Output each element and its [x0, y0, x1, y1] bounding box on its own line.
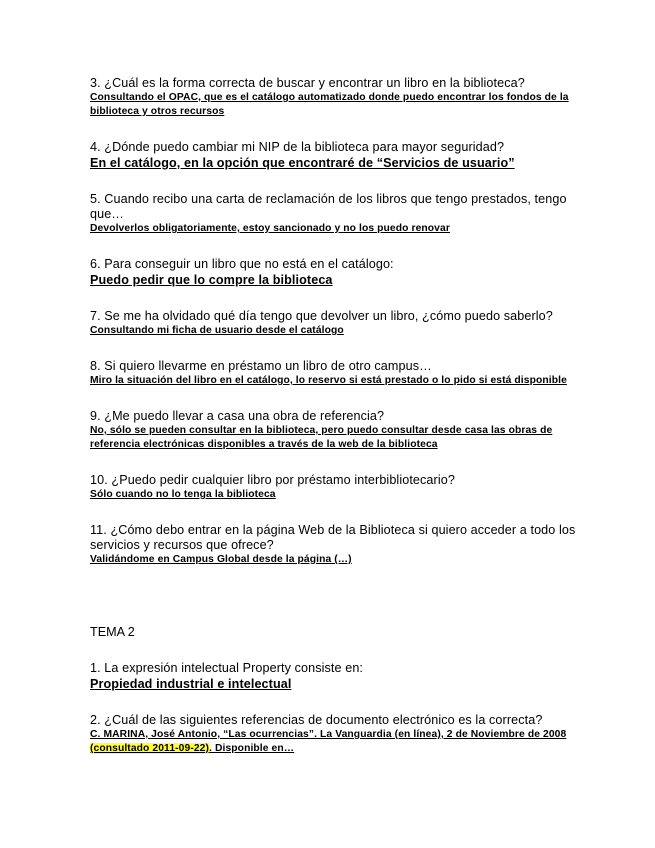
answer-text: Consultando el OPAC, que es el catálogo automatizado donde puedo encontrar los fondos de la biblioteca y otros recursos: [90, 92, 569, 117]
question-text: 6. Para conseguir un libro que no está en el catálogo:: [90, 257, 394, 271]
question-8: [90, 359, 580, 388]
answer-text: Consultando mi ficha de usuario desde el catálogo: [90, 325, 344, 336]
question-3: [90, 76, 580, 119]
answer-text: Propiedad industrial e intelectual: [90, 677, 292, 691]
question-4: [90, 140, 580, 171]
question-10: [90, 473, 580, 502]
t2-question-2: [90, 713, 580, 756]
question-text: 11. ¿Cómo debo entrar en la página Web de la Biblioteca si quiero acceder a todo los servicios y recursos que ofrece?: [90, 523, 576, 552]
question-9: [90, 409, 580, 452]
document-page: [90, 76, 580, 756]
question-text: 1. La expresión intelectual Property consiste en:: [90, 661, 364, 675]
question-text: 2. ¿Cuál de las siguientes referencias de documento electrónico es la correcta?: [90, 713, 543, 727]
question-text: 4. ¿Dónde puedo cambiar mi NIP de la biblioteca para mayor seguridad?: [90, 140, 505, 154]
question-text: 5. Cuando recibo una carta de reclamación de los libros que tengo prestados, tengo que…: [90, 192, 567, 221]
answer-text-pre: C. MARINA, José Antonio, “Las ocurrencias”. La Vanguardia (en línea), 2 de Noviembre de 2008: [90, 729, 567, 740]
question-7: [90, 309, 580, 338]
topic-heading: TEMA 2: [90, 625, 135, 639]
t2-question-1: [90, 661, 580, 692]
answer-text: No, sólo se pueden consultar en la biblioteca, pero puedo consultar desde casa las obras de referencia electrónicas disponibles a través de la web de la biblioteca: [90, 425, 553, 450]
question-text: 9. ¿Me puedo llevar a casa una obra de referencia?: [90, 409, 385, 423]
answer-text: Puedo pedir que lo compre la biblioteca: [90, 273, 333, 287]
question-5: [90, 192, 580, 236]
answer-text: Devolverlos obligatoriamente, estoy sancionado y no los puedo renovar: [90, 223, 450, 234]
question-11: [90, 523, 580, 567]
answer-text: Miro la situación del libro en el catálogo, lo reservo si está prestado o lo pido si está disponible: [90, 375, 567, 386]
question-text: 8. Si quiero llevarme en préstamo un libro de otro campus…: [90, 359, 432, 373]
answer-text-post: . Disponible en…: [209, 743, 295, 754]
answer-text: En el catálogo, en la opción que encontraré de “Servicios de usuario”: [90, 156, 515, 170]
question-text: 7. Se me ha olvidado qué día tengo que devolver un libro, ¿cómo puedo saberlo?: [90, 309, 553, 323]
question-6: [90, 257, 580, 288]
answer-text: Validándome en Campus Global desde la página (…): [90, 554, 352, 565]
answer-text: [90, 728, 580, 756]
highlighted-date: (consultado 2011-09-22): [90, 743, 210, 754]
question-text: 3. ¿Cuál es la forma correcta de buscar y encontrar un libro en la biblioteca?: [90, 76, 525, 90]
question-text: 10. ¿Puedo pedir cualquier libro por préstamo interbibliotecario?: [90, 473, 455, 487]
answer-text: Sólo cuando no lo tenga la biblioteca: [90, 489, 276, 500]
